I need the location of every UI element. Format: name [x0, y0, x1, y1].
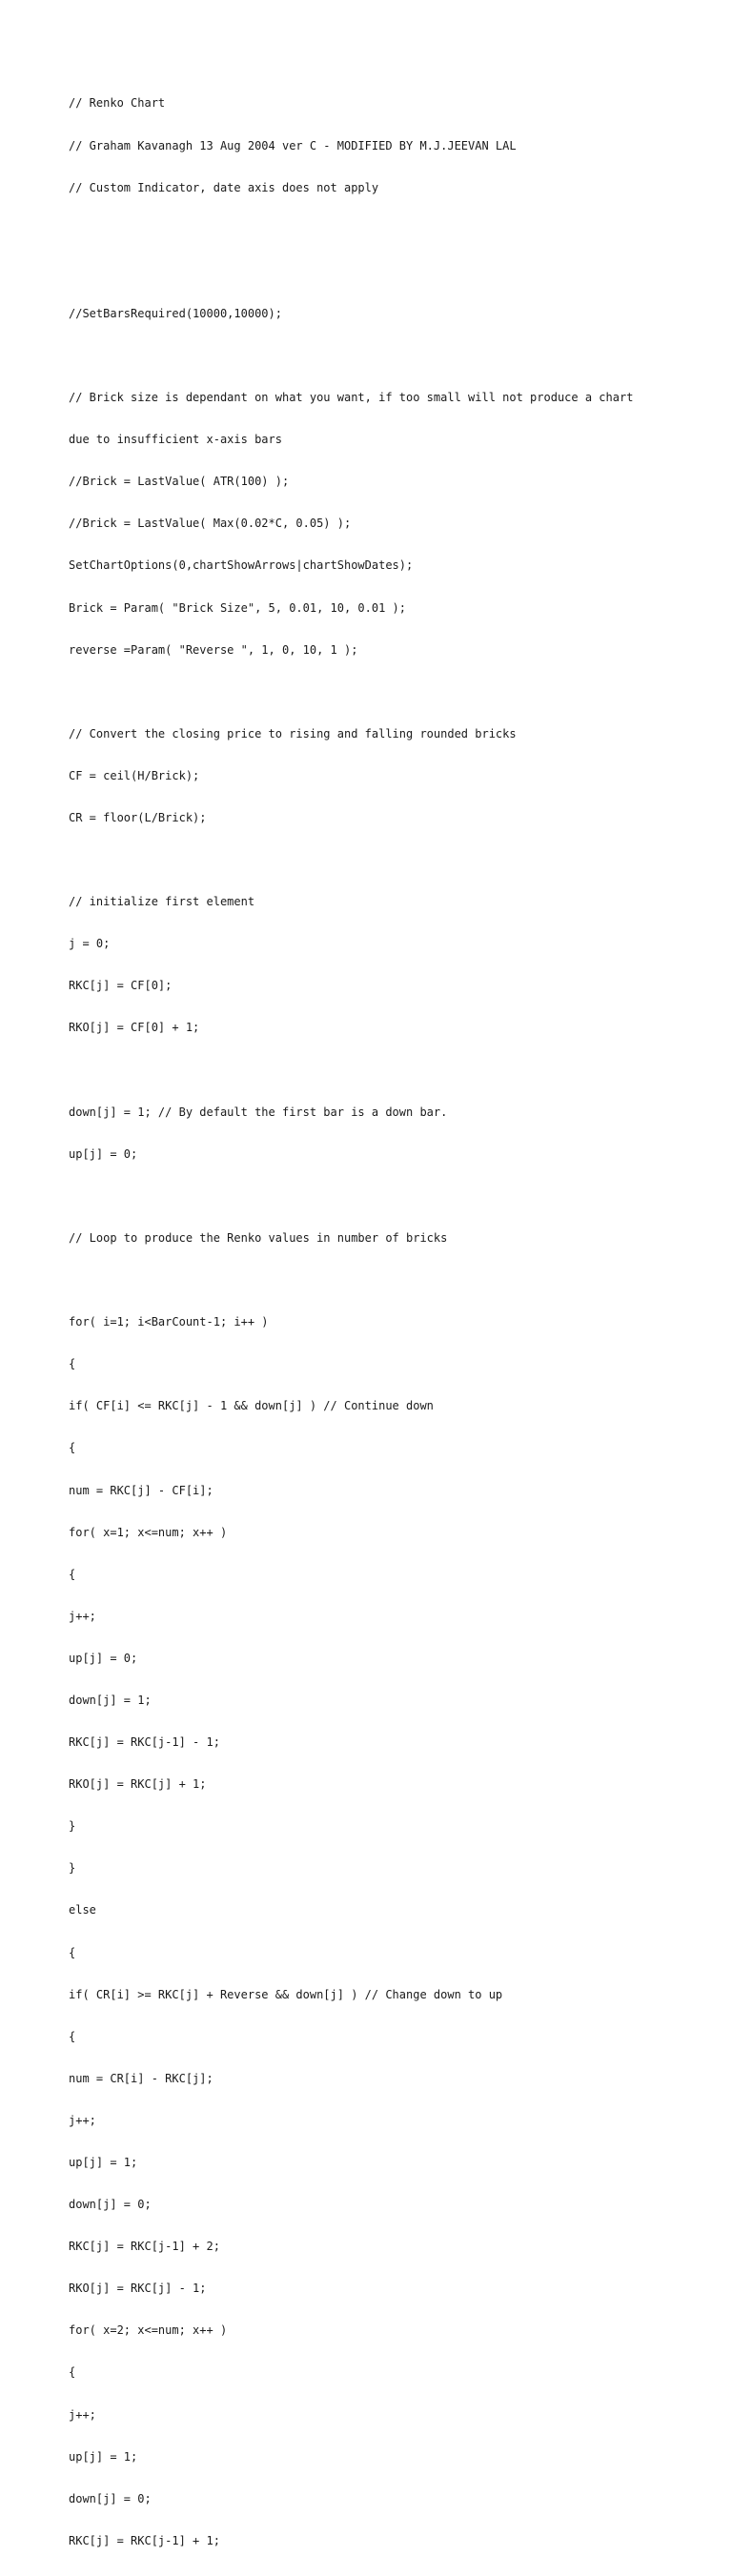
- code-line: CR = floor(L/Brick);: [69, 811, 207, 824]
- code-line: j++;: [69, 2407, 96, 2422]
- code-line: // Loop to produce the Renko values in number of bricks: [69, 1230, 448, 1245]
- code-line: //SetBarsRequired(10000,10000);: [69, 306, 282, 320]
- code-line: [69, 265, 717, 279]
- code-line: j++;: [69, 1609, 96, 1623]
- code-line: RKC[j] = RKC[j-1] + 1;: [69, 2533, 220, 2547]
- code-line: down[j] = 1;: [69, 1693, 152, 1707]
- code-line: else: [69, 1903, 96, 1917]
- code-line: reverse =Param( "Reverse ", 1, 0, 10, 1 );: [69, 642, 358, 657]
- code-line: {: [69, 1441, 76, 1455]
- code-line: RKC[j] = RKC[j-1] + 2;: [69, 2240, 220, 2254]
- code-line: for( x=2; x<=num; x++ ): [69, 2323, 228, 2338]
- code-line: [69, 1064, 717, 1078]
- code-line: SetChartOptions(0,chartShowArrows|chartShowDates);: [69, 558, 414, 573]
- code-line: [69, 223, 717, 237]
- code-line: //Brick = LastValue( ATR(100) );: [69, 475, 290, 489]
- code-line: j = 0;: [69, 937, 111, 951]
- code-line: [69, 1189, 717, 1204]
- code-line: num = CR[i] - RKC[j];: [69, 2071, 214, 2085]
- code-line: CF = ceil(H/Brick);: [69, 768, 200, 782]
- code-line: {: [69, 2029, 76, 2043]
- code-line: // Convert the closing price to rising and falling rounded bricks: [69, 726, 517, 740]
- code-line: num = RKC[j] - CF[i];: [69, 1483, 214, 1497]
- code-line: for( x=1; x<=num; x++ ): [69, 1525, 228, 1539]
- code-line: j++;: [69, 2113, 96, 2127]
- code-line: down[j] = 0;: [69, 2198, 152, 2212]
- code-line: RKO[j] = RKC[j] + 1;: [69, 1777, 207, 1792]
- code-line: up[j] = 0;: [69, 1651, 138, 1665]
- code-line: up[j] = 0;: [69, 1146, 138, 1161]
- code-line: {: [69, 2365, 76, 2380]
- code-line: {: [69, 1567, 76, 1581]
- code-line: // Renko Chart: [69, 96, 166, 111]
- code-line: RKC[j] = CF[0];: [69, 979, 173, 993]
- code-line: {: [69, 1357, 76, 1371]
- code-line: up[j] = 1;: [69, 2156, 138, 2169]
- code-line: if( CR[i] >= RKC[j] + Reverse && down[j] ) // Change down to up: [69, 1987, 503, 2001]
- code-line: down[j] = 0;: [69, 2491, 152, 2505]
- code-line: [69, 685, 717, 700]
- code-listing: [69, 69, 717, 2576]
- code-line: if( CF[i] <= RKC[j] - 1 && down[j] ) // Continue down: [69, 1399, 434, 1413]
- code-line: due to insufficient x-axis bars: [69, 433, 282, 447]
- code-line: [69, 349, 717, 363]
- code-line: // initialize first element: [69, 895, 255, 909]
- code-line: up[j] = 1;: [69, 2449, 138, 2464]
- code-line: RKO[j] = RKC[j] - 1;: [69, 2282, 207, 2296]
- code-line: RKO[j] = CF[0] + 1;: [69, 1021, 200, 1035]
- code-line: // Graham Kavanagh 13 Aug 2004 ver C - MODIFIED BY M.J.JEEVAN LAL: [69, 138, 517, 152]
- code-line: for( i=1; i<BarCount-1; i++ ): [69, 1315, 269, 1329]
- code-line: // Brick size is dependant on what you want, if too small will not produce a chart: [69, 391, 634, 405]
- code-line: }: [69, 1861, 76, 1876]
- code-line: [69, 1273, 717, 1288]
- code-line: }: [69, 1819, 76, 1834]
- code-line: // Custom Indicator, date axis does not apply: [69, 180, 379, 194]
- code-line: [69, 853, 717, 867]
- code-line: {: [69, 1945, 76, 1959]
- code-line: Brick = Param( "Brick Size", 5, 0.01, 10, 0.01 );: [69, 600, 407, 615]
- code-line: //Brick = LastValue( Max(0.02*C, 0.05) );: [69, 517, 352, 531]
- code-line: RKC[j] = RKC[j-1] - 1;: [69, 1735, 220, 1750]
- code-line: down[j] = 1; // By default the first bar is a down bar.: [69, 1105, 448, 1119]
